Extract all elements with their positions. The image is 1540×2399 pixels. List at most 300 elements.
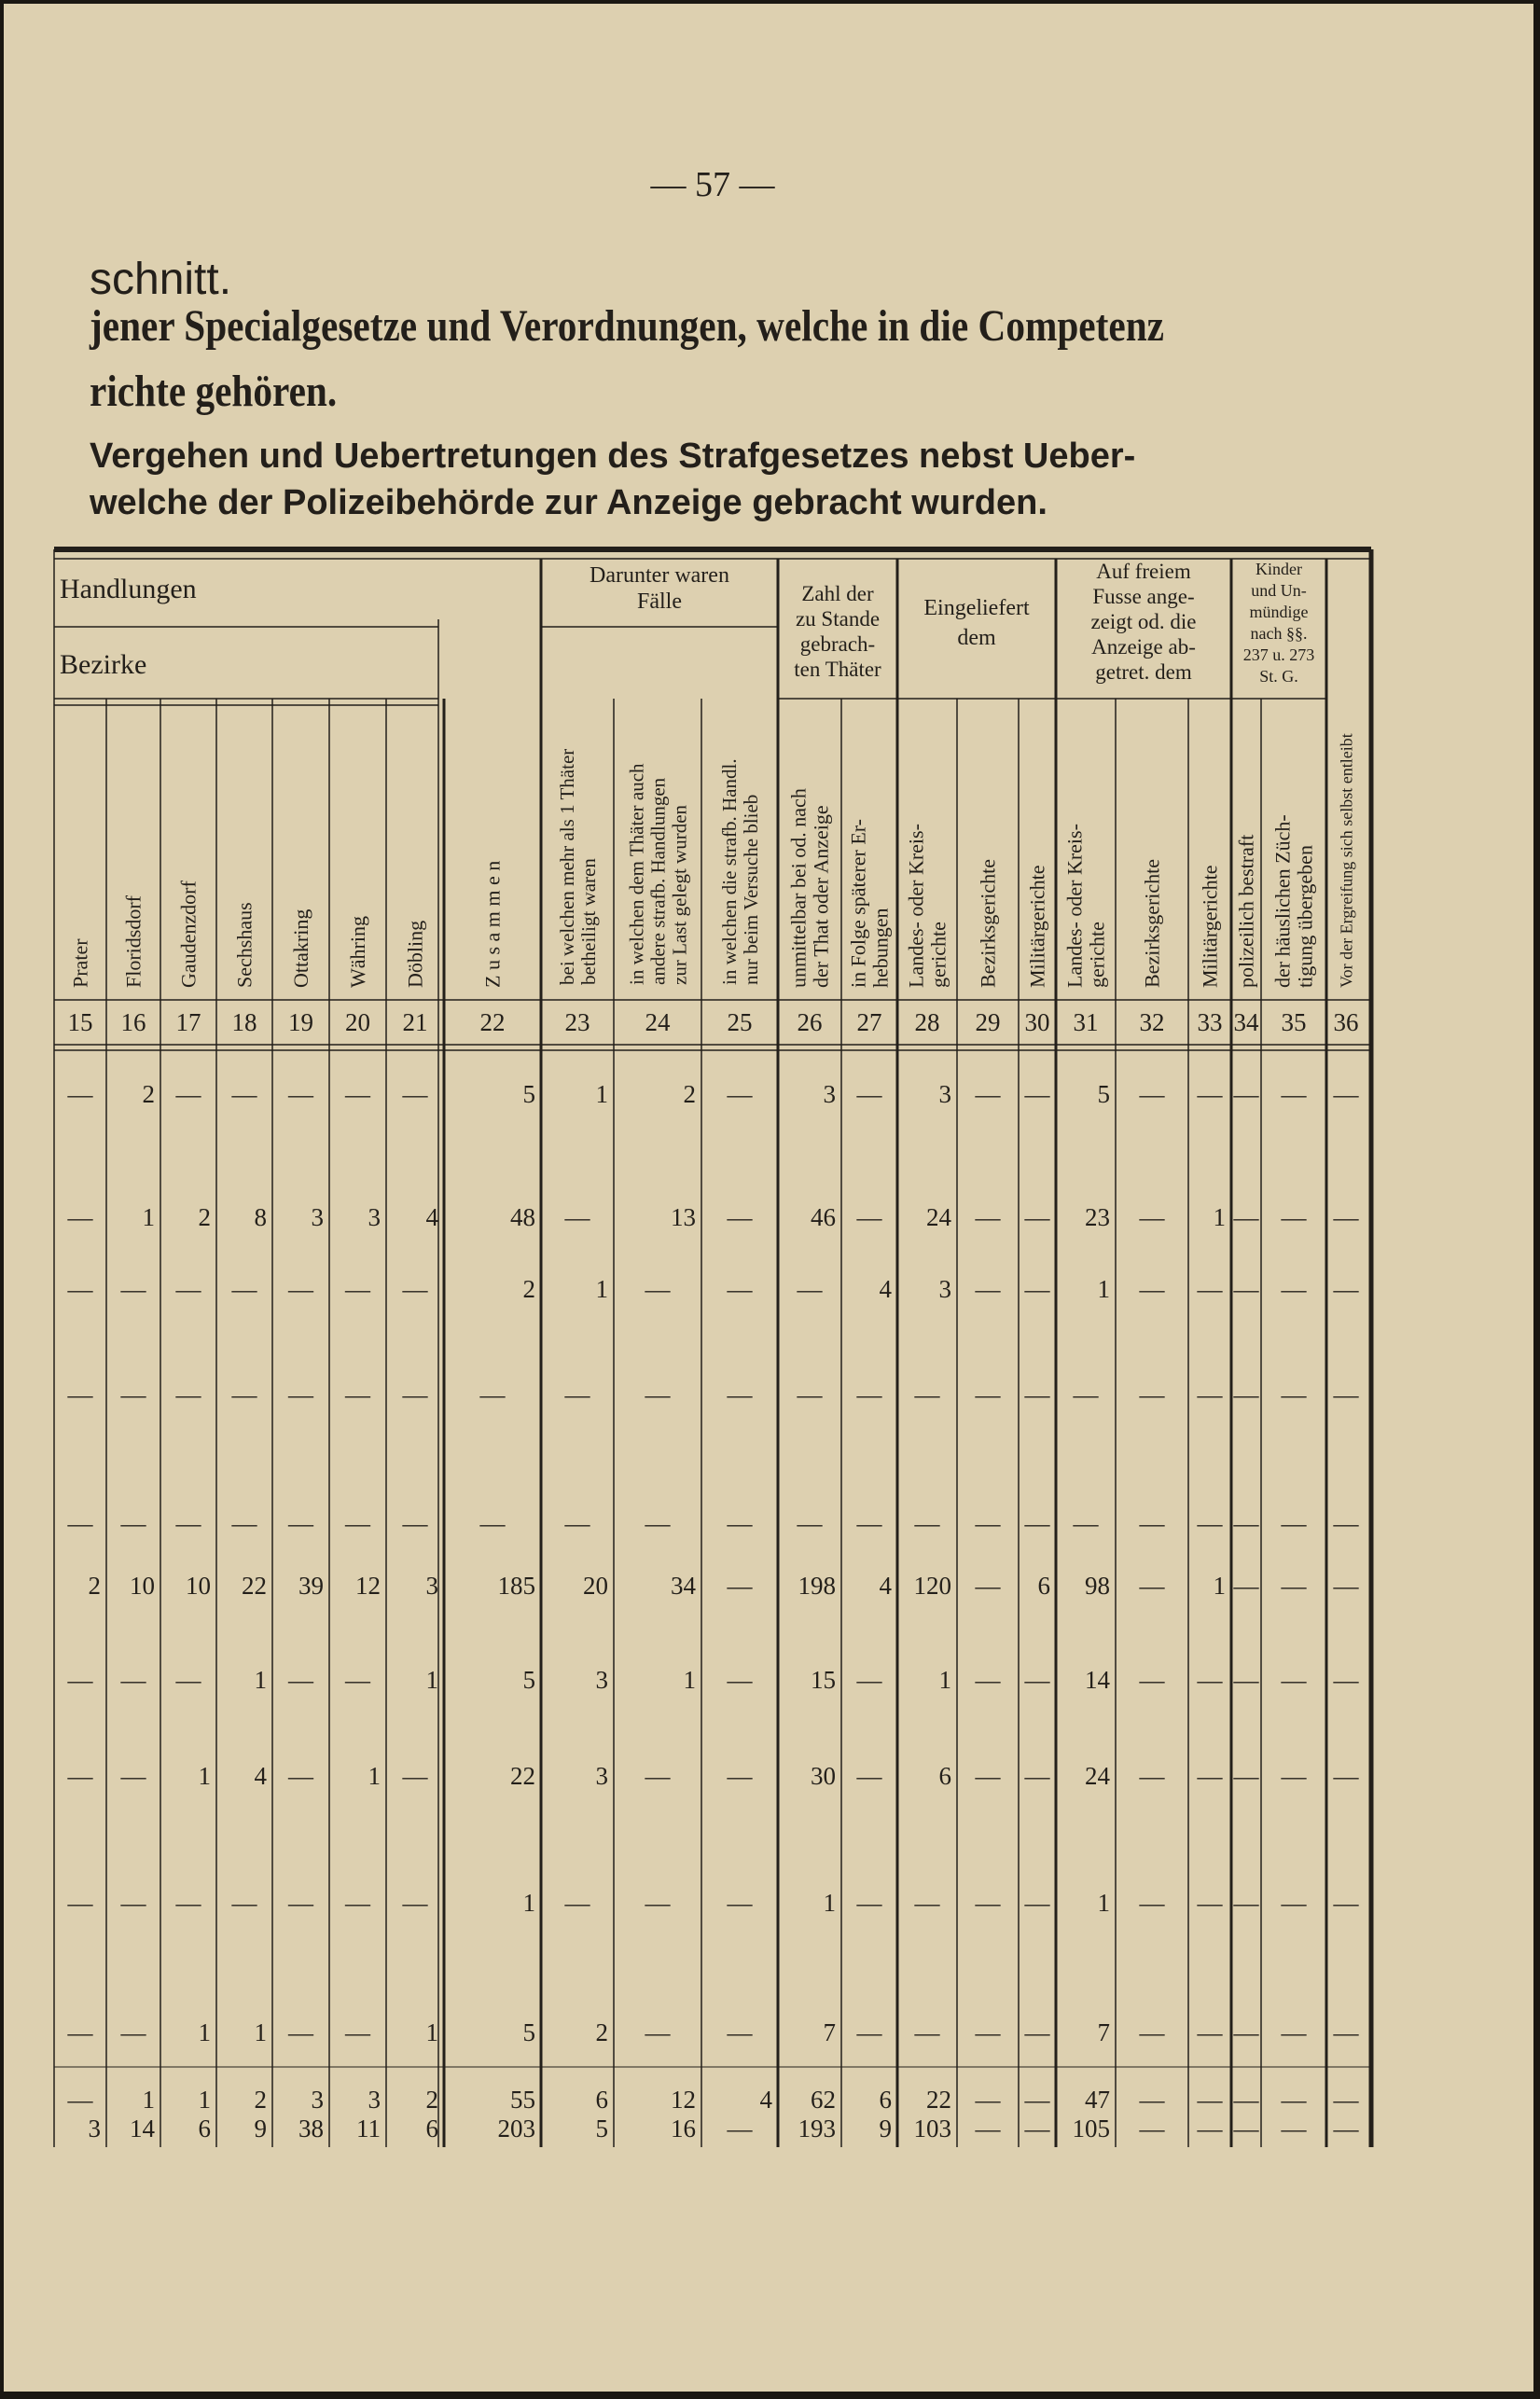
table-cell: —	[727, 1762, 753, 1790]
header-auf-freiem: Auf freiem	[1096, 560, 1191, 583]
table-cell: 1	[938, 1666, 951, 1694]
table-cell: —	[1024, 1666, 1050, 1694]
table-cell: 6	[1037, 1572, 1050, 1600]
header-auf-freiem: Fusse ange-	[1092, 585, 1195, 608]
table-cell: —	[645, 1275, 671, 1303]
header-zahl: gebrach-	[799, 632, 876, 656]
table-cell: 20	[583, 1572, 608, 1600]
table-cell: —	[1333, 1509, 1359, 1537]
table-cell: 4	[879, 1275, 892, 1303]
table-cell: —	[1024, 1275, 1050, 1303]
table-cell: —	[1139, 1203, 1165, 1231]
column-label: Landes- oder Kreis-	[904, 824, 928, 988]
table-cell: —	[1281, 1080, 1307, 1108]
table-cell: —	[727, 1889, 753, 1917]
table-cell: 1	[595, 1080, 608, 1108]
table-cell: 7	[1097, 2018, 1110, 2046]
table-cell: 39	[298, 1572, 324, 1600]
table-cell: —	[975, 1203, 1001, 1231]
table-cell: —	[1139, 2086, 1165, 2114]
table-cell: —	[288, 1509, 313, 1537]
table-cell: —	[175, 1889, 201, 1917]
table-cell: 2	[88, 1572, 101, 1600]
table-cell: 6	[938, 1762, 951, 1790]
table-cell: —	[856, 1666, 882, 1694]
table-cell: —	[645, 1762, 671, 1790]
table-cell: 185	[497, 1572, 535, 1600]
table-cell: —	[120, 1275, 146, 1303]
column-number: 34	[1233, 1008, 1259, 1036]
table-cell: 2	[142, 1080, 155, 1108]
table-cell: 1	[1213, 1203, 1226, 1231]
table-cell: 2	[198, 1203, 211, 1231]
table-cell: —	[479, 1380, 506, 1408]
table-cell: —	[288, 1080, 313, 1108]
table-cell: —	[1139, 2018, 1165, 2046]
table-cell: —	[1197, 1666, 1223, 1694]
table-cell: 4	[425, 1203, 438, 1231]
column-label: tigung übergeben	[1293, 845, 1317, 988]
header-kinder: und Un-	[1251, 581, 1307, 600]
column-label: der häuslichen Züch-	[1270, 814, 1295, 988]
header-auf-freiem: zeigt od. die	[1090, 610, 1197, 633]
table-cell: —	[1281, 1666, 1307, 1694]
table-cell: 6	[425, 2115, 438, 2142]
table-cell: —	[67, 1380, 93, 1408]
table-cell: 1	[198, 1762, 211, 1790]
table-cell: 22	[242, 1572, 267, 1600]
table-cell: —	[1139, 1080, 1165, 1108]
table-cell: 6	[879, 2086, 892, 2114]
table-cell: —	[1233, 2018, 1259, 2046]
table-cell: 5	[522, 2018, 535, 2046]
table-cell: —	[975, 2086, 1001, 2114]
table-cell: 3	[368, 2086, 381, 2114]
table-cell: —	[727, 1666, 753, 1694]
table-cell: 3	[595, 1762, 608, 1790]
table-cell: —	[1139, 1762, 1165, 1790]
table-cell: —	[1333, 1203, 1359, 1231]
table-cell: 4	[879, 1572, 892, 1600]
statistics-table	[4, 4, 1533, 2392]
table-cell: —	[856, 1762, 882, 1790]
column-label: Vor der Ergreifung sich selbst entleibt	[1337, 733, 1356, 988]
table-cell: 2	[522, 1275, 535, 1303]
table-cell: 5	[1097, 1080, 1110, 1108]
column-number: 16	[120, 1008, 146, 1036]
table-cell: —	[1139, 1380, 1165, 1408]
text-line: Vergehen und Uebertretungen des Strafgesetzes nebst Ueber-	[90, 437, 1136, 476]
table-cell: —	[1233, 1889, 1259, 1917]
table-cell: 2	[425, 2086, 438, 2114]
table-cell: —	[1281, 1572, 1307, 1600]
column-number: 15	[67, 1008, 93, 1036]
table-cell: 7	[823, 2018, 836, 2046]
table-cell: —	[975, 1380, 1001, 1408]
table-cell: —	[727, 1380, 753, 1408]
table-cell: 24	[1085, 1762, 1110, 1790]
table-cell: —	[797, 1380, 823, 1408]
column-number: 36	[1333, 1008, 1359, 1036]
column-label: Militärgerichte	[1198, 865, 1222, 988]
table-cell: —	[1233, 1572, 1259, 1600]
table-cell: —	[975, 1572, 1001, 1600]
table-cell: —	[1197, 1080, 1223, 1108]
table-cell: —	[1281, 2086, 1307, 2114]
table-cell: —	[645, 2018, 671, 2046]
column-label: Sechshaus	[232, 902, 257, 988]
table-cell: 2	[683, 1080, 696, 1108]
table-cell: —	[1333, 1666, 1359, 1694]
table-cell: —	[1233, 1203, 1259, 1231]
table-cell: —	[914, 1889, 940, 1917]
table-cell: 105	[1072, 2115, 1110, 2142]
header-kinder: 237 u. 273	[1242, 645, 1315, 664]
table-cell: 1	[1097, 1889, 1110, 1917]
column-label: Prater	[68, 938, 92, 988]
table-cell: 103	[913, 2115, 951, 2142]
table-cell: —	[345, 1666, 370, 1694]
table-cell: —	[856, 1080, 882, 1108]
column-number: 33	[1197, 1008, 1223, 1036]
header-kinder: mündige	[1249, 603, 1309, 621]
table-cell: —	[1197, 2018, 1223, 2046]
table-cell: 1	[522, 1889, 535, 1917]
table-cell: —	[727, 1275, 753, 1303]
table-cell: —	[1333, 1380, 1359, 1408]
table-cell: —	[1281, 2018, 1307, 2046]
table-cell: 1	[254, 1666, 267, 1694]
table-cell: —	[402, 1889, 428, 1917]
table-cell: —	[856, 1380, 882, 1408]
table-cell: —	[1024, 1509, 1050, 1537]
table-cell: —	[1197, 1509, 1223, 1537]
table-cell: —	[975, 1666, 1001, 1694]
table-cell: —	[175, 1509, 201, 1537]
table-cell: 1	[142, 2086, 155, 2114]
table-cell: 14	[130, 2115, 155, 2142]
table-cell: 5	[522, 1080, 535, 1108]
column-number: 21	[402, 1008, 428, 1036]
table-cell: —	[345, 1080, 370, 1108]
table-cell: —	[1233, 1380, 1259, 1408]
column-number: 30	[1024, 1008, 1050, 1036]
table-cell: —	[727, 2115, 753, 2142]
table-cell: —	[345, 1380, 370, 1408]
table-cell: —	[175, 1080, 201, 1108]
table-cell: 62	[811, 2086, 836, 2114]
header-darunter: Fälle	[637, 589, 682, 614]
table-cell: 1	[368, 1762, 381, 1790]
table-cell: 3	[88, 2115, 101, 2142]
table-cell: —	[1281, 1762, 1307, 1790]
table-cell: —	[231, 1509, 257, 1537]
header-kinder: St. G.	[1259, 667, 1298, 686]
table-cell: 1	[595, 1275, 608, 1303]
table-cell: —	[645, 1509, 671, 1537]
table-cell: 120	[913, 1572, 951, 1600]
table-cell: —	[288, 1762, 313, 1790]
column-number: 32	[1139, 1008, 1165, 1036]
table-cell: —	[67, 2018, 93, 2046]
header-kinder: Kinder	[1256, 560, 1302, 578]
table-cell: —	[1233, 1666, 1259, 1694]
table-cell: —	[975, 1509, 1001, 1537]
table-cell: —	[975, 2115, 1001, 2142]
table-cell: —	[1139, 1889, 1165, 1917]
column-label: Z u s a m m e n	[480, 860, 505, 988]
table-cell: —	[856, 1203, 882, 1231]
table-cell: —	[645, 1889, 671, 1917]
table-cell: —	[231, 1380, 257, 1408]
table-cell: —	[175, 1380, 201, 1408]
table-cell: 46	[811, 1203, 836, 1231]
column-label: Gaudenzdorf	[176, 881, 201, 988]
column-number: 25	[727, 1008, 753, 1036]
table-cell: —	[1024, 1080, 1050, 1108]
table-cell: —	[1281, 1203, 1307, 1231]
table-cell: 4	[759, 2086, 772, 2114]
table-cell: 3	[823, 1080, 836, 1108]
table-cell: —	[120, 1889, 146, 1917]
column-label: andere strafb. Handlungen	[646, 777, 670, 985]
table-cell: 22	[926, 2086, 951, 2114]
table-cell: —	[1233, 1762, 1259, 1790]
column-label: Währing	[346, 916, 370, 988]
table-cell: 1	[1213, 1572, 1226, 1600]
table-cell: —	[1197, 1380, 1223, 1408]
table-cell: 98	[1085, 1572, 1110, 1600]
column-number: 23	[564, 1008, 590, 1036]
column-number: 17	[175, 1008, 201, 1036]
table-cell: —	[564, 1203, 590, 1231]
table-cell: —	[402, 1509, 428, 1537]
table-cell: —	[1197, 1275, 1223, 1303]
table-cell: 3	[311, 2086, 324, 2114]
table-cell: 3	[938, 1275, 951, 1303]
table-cell: 1	[198, 2018, 211, 2046]
header-handlungen: Handlungen	[60, 574, 197, 604]
table-cell: 38	[298, 2115, 324, 2142]
table-cell: 4	[254, 1762, 267, 1790]
table-cell: 2	[254, 2086, 267, 2114]
table-cell: 12	[671, 2086, 696, 2114]
column-number: 27	[856, 1008, 882, 1036]
table-cell: —	[67, 1509, 93, 1537]
header-eingeliefert: Eingeliefert	[923, 596, 1030, 620]
table-cell: —	[402, 1380, 428, 1408]
header-zahl: zu Stande	[795, 607, 881, 631]
table-cell: 48	[510, 1203, 535, 1231]
table-cell: —	[1024, 2018, 1050, 2046]
column-number: 24	[645, 1008, 671, 1036]
table-cell: —	[1139, 1572, 1165, 1600]
page-number: — 57 —	[650, 165, 775, 204]
column-label: Floridsdorf	[121, 895, 146, 988]
table-cell: —	[1281, 2115, 1307, 2142]
table-cell: —	[727, 1203, 753, 1231]
table-cell: —	[402, 1762, 428, 1790]
table-cell: —	[856, 1509, 882, 1537]
table-cell: —	[288, 1380, 313, 1408]
table-cell: 9	[254, 2115, 267, 2142]
column-label: in welchen die strafb. Handl.	[717, 758, 741, 985]
table-cell: 34	[671, 1572, 696, 1600]
table-cell: 15	[811, 1666, 836, 1694]
table-cell: 9	[879, 2115, 892, 2142]
table-cell: —	[645, 1380, 671, 1408]
column-label: Ottakring	[289, 908, 313, 988]
text-line: richte gehören.	[90, 367, 338, 416]
table-cell: —	[1024, 1889, 1050, 1917]
table-cell: —	[975, 1762, 1001, 1790]
table-cell: —	[1073, 1380, 1099, 1408]
column-number: 19	[288, 1008, 313, 1036]
column-label: Bezirksgerichte	[1140, 858, 1164, 988]
table-cell: —	[1233, 2086, 1259, 2114]
column-label: Militärgerichte	[1025, 865, 1049, 988]
table-cell: —	[479, 1509, 506, 1537]
table-cell: —	[288, 2018, 313, 2046]
table-cell: —	[1233, 1275, 1259, 1303]
table-cell: —	[975, 1275, 1001, 1303]
header-darunter: Darunter waren	[590, 563, 729, 588]
table-cell: —	[1281, 1889, 1307, 1917]
table-cell: —	[727, 2018, 753, 2046]
table-cell: 10	[186, 1572, 211, 1600]
table-cell: —	[1024, 1762, 1050, 1790]
column-label: der That oder Anzeige	[809, 805, 833, 988]
header-zahl: Zahl der	[801, 582, 874, 605]
table-cell: —	[288, 1889, 313, 1917]
table-cell: —	[1333, 1080, 1359, 1108]
table-cell: —	[564, 1380, 590, 1408]
table-cell: —	[67, 1762, 93, 1790]
header-auf-freiem: getret. dem	[1095, 660, 1192, 684]
table-cell: 1	[683, 1666, 696, 1694]
table-cell: —	[856, 2018, 882, 2046]
table-cell: —	[1281, 1380, 1307, 1408]
table-cell: 3	[938, 1080, 951, 1108]
table-cell: —	[1233, 1509, 1259, 1537]
header-bezirke: Bezirke	[60, 649, 147, 680]
table-cell: 1	[823, 1889, 836, 1917]
table-cell: —	[67, 1666, 93, 1694]
column-label: polizeilich bestraft	[1234, 834, 1258, 988]
text-line: jener Specialgesetze und Verordnungen, welche in die Competenz	[90, 301, 1164, 351]
table-cell: —	[975, 1889, 1001, 1917]
table-cell: —	[67, 1203, 93, 1231]
table-cell: 3	[425, 1572, 438, 1600]
table-cell: —	[120, 1509, 146, 1537]
table-cell: —	[1333, 1275, 1359, 1303]
header-kinder: nach §§.	[1250, 624, 1308, 643]
table-cell: —	[1024, 1380, 1050, 1408]
table-cell: 24	[926, 1203, 951, 1231]
table-cell: —	[1024, 2115, 1050, 2142]
table-cell: —	[1073, 1509, 1099, 1537]
table-cell: —	[1024, 2086, 1050, 2114]
column-number: 31	[1073, 1008, 1099, 1036]
table-cell: 2	[595, 2018, 608, 2046]
table-cell: —	[288, 1666, 313, 1694]
table-cell: —	[1139, 1509, 1165, 1537]
table-cell: —	[1333, 2018, 1359, 2046]
table-cell: —	[175, 1666, 201, 1694]
table-cell: 3	[368, 1203, 381, 1231]
column-label: bei welchen mehr als 1 Thäter	[555, 748, 578, 985]
table-cell: —	[914, 1509, 940, 1537]
column-label: unmittelbar bei od. nach	[786, 788, 811, 988]
table-cell: 8	[254, 1203, 267, 1231]
table-cell: 11	[356, 2115, 381, 2142]
table-cell: —	[345, 1275, 370, 1303]
table-cell: 203	[497, 2115, 535, 2142]
column-number: 22	[479, 1008, 506, 1036]
table-cell: —	[288, 1275, 313, 1303]
table-cell: 13	[671, 1203, 696, 1231]
column-number: 29	[975, 1008, 1001, 1036]
table-cell: 6	[198, 2115, 211, 2142]
page	[4, 4, 1533, 2392]
column-number: 28	[914, 1008, 940, 1036]
table-cell: —	[1197, 1889, 1223, 1917]
column-label: gerichte	[926, 922, 950, 988]
table-cell: —	[1333, 1572, 1359, 1600]
table-cell: —	[1197, 2086, 1223, 2114]
table-cell: —	[1281, 1509, 1307, 1537]
table-cell: —	[231, 1275, 257, 1303]
table-cell: 47	[1085, 2086, 1110, 2114]
table-cell: —	[120, 1762, 146, 1790]
table-cell: 10	[130, 1572, 155, 1600]
table-cell: —	[120, 1380, 146, 1408]
table-cell: —	[1333, 2115, 1359, 2142]
table-cell: 193	[798, 2115, 836, 2142]
table-cell: —	[727, 1080, 753, 1108]
header-eingeliefert: dem	[957, 626, 996, 650]
header-zahl: ten Thäter	[794, 658, 881, 681]
table-cell: 55	[510, 2086, 535, 2114]
table-cell: —	[1281, 1275, 1307, 1303]
table-cell: —	[1139, 1275, 1165, 1303]
table-cell: 1	[254, 2018, 267, 2046]
table-cell: —	[231, 1889, 257, 1917]
table-cell: —	[1233, 1080, 1259, 1108]
table-cell: 1	[1097, 1275, 1110, 1303]
table-cell: —	[402, 1275, 428, 1303]
table-cell: —	[1333, 1889, 1359, 1917]
table-cell: —	[1139, 1666, 1165, 1694]
table-cell: —	[1333, 2086, 1359, 2114]
column-label: betheiligt waren	[576, 858, 600, 985]
table-cell: —	[1197, 1762, 1223, 1790]
table-cell: 5	[595, 2115, 608, 2142]
column-label: hebungen	[868, 908, 893, 988]
table-cell: 23	[1085, 1203, 1110, 1231]
column-label: Landes- oder Kreis-	[1062, 824, 1087, 988]
table-cell: 12	[355, 1572, 381, 1600]
table-cell: —	[402, 1080, 428, 1108]
table-cell: 198	[798, 1572, 836, 1600]
table-cell: —	[345, 2018, 370, 2046]
table-cell: —	[975, 2018, 1001, 2046]
table-cell: —	[120, 1666, 146, 1694]
table-cell: 1	[198, 2086, 211, 2114]
table-cell: —	[67, 1275, 93, 1303]
table-cell: —	[914, 1380, 940, 1408]
column-number: 26	[797, 1008, 823, 1036]
